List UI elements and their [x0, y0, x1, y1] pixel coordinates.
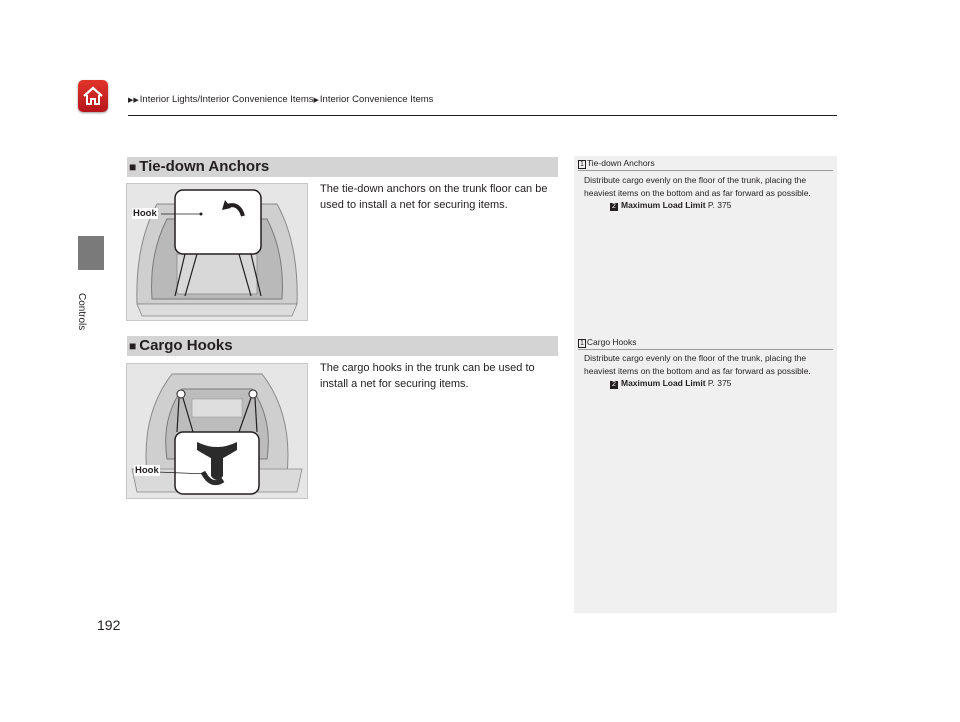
- hook-callout-label: Hook: [135, 465, 159, 476]
- note-divider: [578, 170, 833, 171]
- xref-page[interactable]: P. 375: [707, 378, 732, 388]
- breadcrumb-arrow-icon: ▶▶: [128, 97, 139, 104]
- note-title-cargo-hooks: [578, 337, 637, 347]
- cargo-hooks-illustration: [126, 363, 308, 499]
- breadcrumb-separator-icon: ▶: [313, 97, 319, 104]
- section-body-text: The cargo hooks in the trunk can be used to install a net for securing items.: [320, 362, 535, 390]
- note-number-icon: 1: [580, 340, 584, 347]
- home-icon: [82, 86, 104, 106]
- breadcrumb-link-interior-lights[interactable]: Interior Lights/Interior Convenience Items: [139, 94, 314, 105]
- xref-page[interactable]: P. 375: [707, 200, 732, 210]
- note-text: Distribute cargo evenly on the floor of the trunk, placing the heaviest items on the bottom and as far forward as possible.: [584, 175, 811, 198]
- section-body-text: The tie-down anchors on the trunk floor can be used to install a net for securing items.: [320, 183, 548, 211]
- section-marker-icon: ■: [129, 339, 137, 353]
- xref-label[interactable]: Maximum Load Limit: [621, 200, 706, 210]
- note-divider: [578, 349, 833, 350]
- section-heading-tie-down-anchors: [127, 157, 558, 177]
- breadcrumb: [128, 94, 433, 105]
- note-body-tie-down-anchors: [584, 174, 829, 212]
- xref-arrow-icon: 2: [610, 381, 618, 389]
- note-title-text: Tie-down Anchors: [586, 158, 655, 168]
- section-marker-icon: ■: [129, 160, 137, 174]
- header-divider: [128, 115, 837, 116]
- trunk-illustration-svg: [127, 364, 307, 498]
- chapter-tab-marker[interactable]: [78, 236, 104, 270]
- trunk-illustration-svg: [127, 184, 307, 320]
- page-number: 192: [97, 617, 121, 633]
- note-text: Distribute cargo evenly on the floor of the trunk, placing the heaviest items on the bottom and as far forward as possible.: [584, 353, 811, 376]
- note-body-cargo-hooks: [584, 352, 829, 390]
- note-title-tie-down-anchors: [578, 158, 655, 168]
- xref-maximum-load-limit[interactable]: [584, 377, 829, 390]
- note-number-icon: 1: [580, 161, 584, 168]
- xref-arrow-icon: 2: [610, 203, 618, 211]
- xref-maximum-load-limit[interactable]: [584, 199, 829, 212]
- hook-callout-label: Hook: [133, 208, 157, 219]
- section-title: Cargo Hooks: [139, 337, 233, 354]
- section-heading-cargo-hooks: [127, 336, 558, 356]
- note-title-text: Cargo Hooks: [586, 337, 637, 347]
- section-title: Tie-down Anchors: [139, 158, 270, 175]
- home-button[interactable]: [78, 80, 108, 112]
- xref-label[interactable]: Maximum Load Limit: [621, 378, 706, 388]
- chapter-tab-label: Controls: [76, 293, 87, 331]
- tie-down-anchors-illustration: [126, 183, 308, 321]
- breadcrumb-current: Interior Convenience Items: [319, 94, 434, 105]
